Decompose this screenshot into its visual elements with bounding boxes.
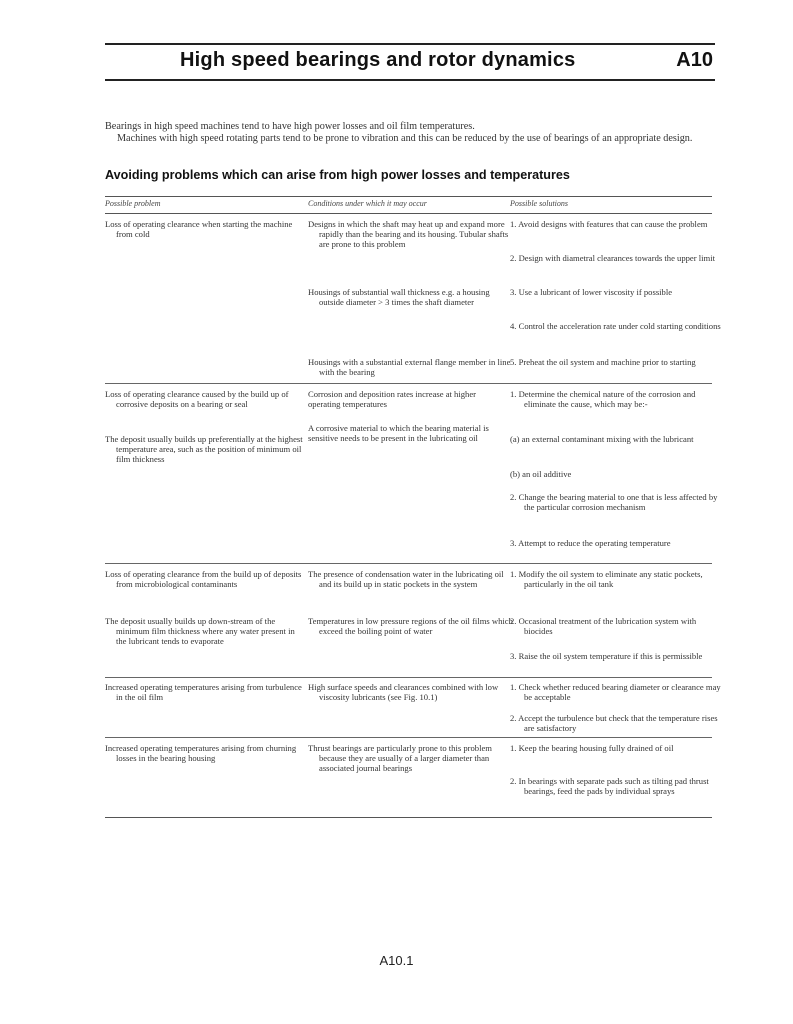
row3-condition-2: Temperatures in low pressure regions of the oil films which exceed the boiling point of water — [308, 616, 513, 637]
table-top-rule — [105, 196, 712, 197]
row1-solution-2: 2. Design with diametral clearances towards the upper limit — [510, 253, 715, 263]
row5-condition: Thrust bearings are particularly prone to this problem because they are usually of a larger diameter than associated journal bearings — [308, 743, 492, 774]
row1-solution-3: 3. Use a lubricant of lower viscosity if possible — [510, 287, 673, 297]
row3-problem-2: The deposit usually builds up down-stream of the minimum film thickness where any water present in the lubricant tends to evaporate — [105, 616, 295, 647]
row4-solution-1: 1. Check whether reduced bearing diameter or clearance may be acceptable — [510, 682, 721, 703]
table-header-rule — [105, 213, 712, 214]
row-divider — [105, 677, 712, 678]
row3-solution-3: 3. Raise the oil system temperature if this is permissible — [510, 651, 703, 661]
row2-solution-2: (a) an external contaminant mixing with the lubricant — [510, 434, 694, 444]
row4-solution-2: 2. Accept the turbulence but check that the temperature rises are satisfactory — [510, 713, 718, 734]
intro-paragraph-2: Machines with high speed rotating parts tend to be prone to vibration and this can be reduced by the use of bearings of an appropriate design. — [117, 132, 693, 144]
intro-text — [105, 121, 717, 144]
row1-condition-1: Designs in which the shaft may heat up and expand more rapidly than the bearing and its housing. Tubular shafts are prone to this problem — [308, 219, 509, 250]
section-heading: Avoiding problems which can arise from high power losses and temperatures — [105, 168, 570, 182]
row1-solution-4: 4. Control the acceleration rate under cold starting conditions — [510, 321, 721, 331]
row5-solution-2: 2. In bearings with separate pads such as tilting pad thrust bearings, feed the pads by individual sprays — [510, 776, 709, 797]
table-bottom-rule — [105, 817, 712, 818]
page-title: High speed bearings and rotor dynamics — [180, 49, 576, 71]
row1-problem: Loss of operating clearance when starting the machine from cold — [105, 219, 293, 240]
row5-solution-1: 1. Keep the bearing housing fully drained of oil — [510, 743, 674, 753]
row-divider — [105, 563, 712, 564]
row4-problem: Increased operating temperatures arising from turbulence in the oil film — [105, 682, 302, 703]
row2-problem-2: The deposit usually builds up preferentially at the highest temperature area, such as the position of minimum oil film thickness — [105, 434, 303, 465]
problems-table — [105, 196, 721, 816]
row-divider — [105, 383, 712, 384]
header-possible-solutions: Possible solutions — [510, 199, 569, 208]
row-divider — [105, 737, 712, 738]
header-possible-problem: Possible problem — [105, 199, 161, 208]
page-number: A10.1 — [379, 953, 414, 968]
page-header — [105, 43, 715, 81]
row3-condition-1: The presence of condensation water in the lubricating oil and its build up in static pockets in the system — [308, 569, 504, 590]
row2-solution-4: 2. Change the bearing material to one that is less affected by the particular corrosion mechanism — [510, 492, 718, 513]
header-conditions: Conditions under which it may occur — [308, 199, 427, 208]
row2-solution-1: 1. Determine the chemical nature of the corrosion and eliminate the cause, which may be:- — [510, 389, 696, 410]
row1-solution-1: 1. Avoid designs with features that can cause the problem — [510, 219, 708, 229]
intro-paragraph-1: Bearings in high speed machines tend to have high power losses and oil film temperatures. — [105, 121, 475, 132]
row4-condition: High surface speeds and clearances combined with low viscosity lubricants (see Fig. 10.1) — [308, 682, 499, 703]
row1-solution-5: 5. Preheat the oil system and machine prior to starting — [510, 357, 696, 367]
row1-condition-2: Housings of substantial wall thickness e.g. a housing outside diameter > 3 times the shaft diameter — [308, 287, 490, 308]
row5-problem: Increased operating temperatures arising from churning losses in the bearing housing — [105, 743, 297, 764]
row2-solution-3: (b) an oil additive — [510, 469, 572, 479]
row2-condition-2: A corrosive material to which the bearing material is sensitive needs to be present in the lubricating oil — [308, 423, 489, 444]
row1-condition-3: Housings with a substantial external flange member in line with the bearing — [308, 357, 511, 378]
row2-condition-1: Corrosion and deposition rates increase at higher operating temperatures — [308, 389, 477, 410]
row3-solution-1: 1. Modify the oil system to eliminate any static pockets, particularly in the oil tank — [510, 569, 703, 590]
row2-solution-5: 3. Attempt to reduce the operating temperature — [510, 538, 671, 548]
row2-problem-1: Loss of operating clearance caused by the build up of corrosive deposits on a bearing or seal — [105, 389, 289, 410]
section-code: A10 — [676, 49, 713, 71]
row3-solution-2: 2. Occasional treatment of the lubrication system with biocides — [510, 616, 697, 637]
row3-problem-1: Loss of operating clearance from the build up of deposits from microbiological contaminants — [105, 569, 302, 590]
